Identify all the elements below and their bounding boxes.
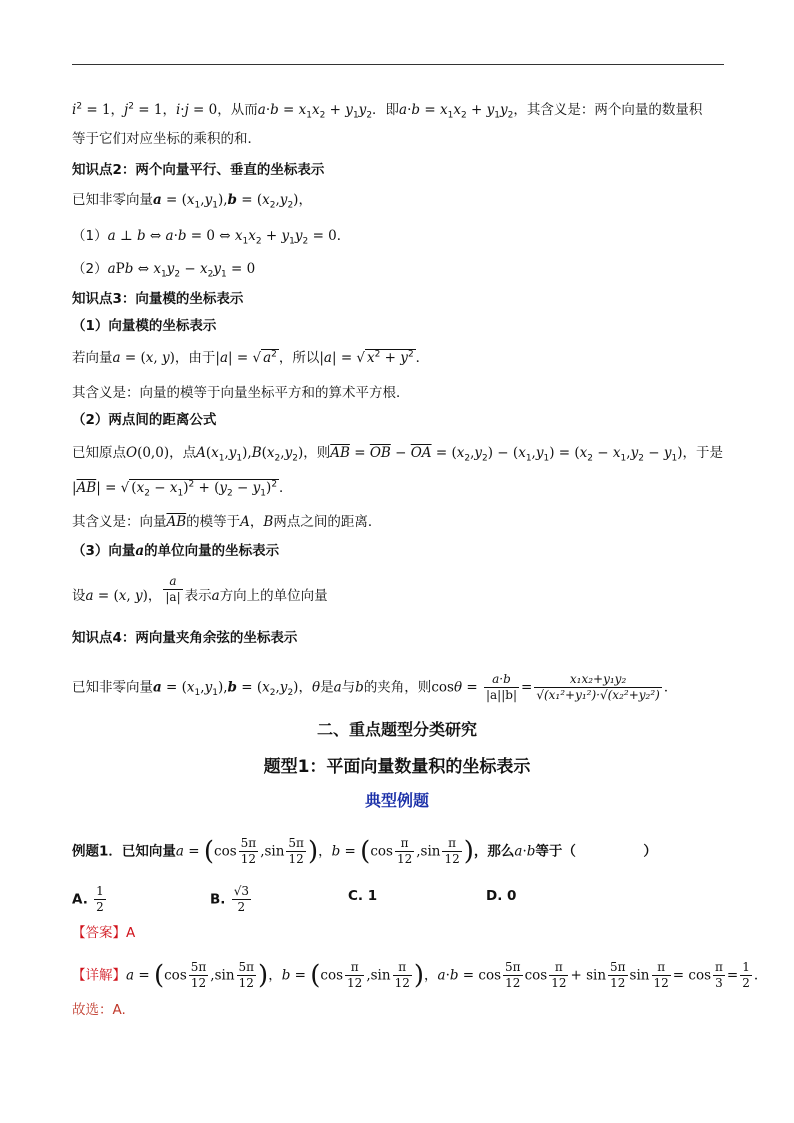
section-title: 二、重点题型分类研究 bbox=[316, 720, 477, 739]
kp2-heading: 知识点2：两个向量平行、垂直的坐标表示 bbox=[72, 162, 325, 178]
option-a[interactable]: A. $\frac{1}{2}$ bbox=[72, 884, 104, 914]
kp3-modulus: 若向量a = (x, y)，由于|a| = √ $a^2$ ，所以|a| = √ $x^2 + y^2$ ． bbox=[72, 349, 430, 366]
unit-frac-den: |a| bbox=[165, 589, 181, 604]
choose-line bbox=[72, 1000, 126, 1020]
kp3-heading: 知识点3：向量模的坐标表示 bbox=[72, 291, 244, 307]
answer-label: 【答案】 bbox=[72, 925, 126, 941]
kp2-item-perpendicular: （1）a ⊥ b ⇔ a·b = 0 ⇔ $x_1x_2 + y_1y_2 = 0$． bbox=[72, 228, 351, 247]
examples-title: 典型例题 bbox=[364, 791, 429, 810]
kp2-given: 已知非零向量$a = (x_1,y_1),b = (x_2,y_2)$， bbox=[72, 192, 312, 211]
detail-label: 【详解】 bbox=[72, 967, 126, 984]
kp4-cosine: 已知非零向量$a = (x_1,y_1),b = (x_2,y_2)$，θ是a与b的夹角，则cosθ = $\frac{a\cdot b}{|a||b|}$ = $\frac{\text{x₁x₂+y₁y₂}}{\text{√(x₁²+y₁²)·√(x₂²+y₂²)}}$ ． bbox=[72, 672, 678, 702]
unit-frac-num: a bbox=[163, 574, 182, 590]
kp3-meaning2: 其含义是：向量$\overline{AB}$的模等于A，B两点之间的距离． bbox=[72, 514, 382, 530]
example1-question: 例题1．已知向量a = (cos $\frac{5\pi}{12}$ ,sin $\frac{5\pi}{12}$ )，b = (cos $\frac{\pi}{12}$ ,sin $\frac{\pi}{12}$ )，那么a·b等于（ ） bbox=[72, 836, 657, 867]
option-b[interactable]: B. $\frac{√3}{2}$ bbox=[210, 884, 249, 914]
choose-label: 故选： bbox=[72, 1002, 113, 1018]
detail-line: 【详解】a = (cos $\frac{5\pi}{12}$ ,sin $\frac{5\pi}{12}$ )，b = (cos $\frac{\pi}{12}$ ,sin $\frac{\pi}{12}$ )，a·b = cos $\frac{5\pi}{12}$ cos $\frac{\pi}{12}$ + sin $\frac{5\pi}{12}$ sin $\frac{\pi}{12}$ = cos $\frac{\pi}{3}$ = $\frac{1}{2}$ . bbox=[72, 960, 759, 991]
cos-frac2-num: x₁x₂+y₁y₂ bbox=[534, 672, 662, 688]
kp3-meaning1: 其含义是：向量的模等于向量坐标平方和的算术平方根． bbox=[72, 385, 410, 401]
type1-title: 题型1：平面向量数量积的坐标表示 bbox=[263, 757, 531, 777]
option-c[interactable]: C. 1 bbox=[348, 888, 378, 904]
kp3-sub3: （3）向量a的单位向量的坐标表示 bbox=[72, 543, 280, 559]
choose-value: A. bbox=[112, 1002, 126, 1018]
kp4-heading: 知识点4：两向量夹角余弦的坐标表示 bbox=[72, 630, 298, 646]
example1-label: 例题1．已知向量 bbox=[72, 843, 176, 860]
header-rule bbox=[72, 64, 724, 65]
text-line-dot-product: $i^2 = 1$，$j^2 = 1$，i·j = 0，从而$a\cdot b = x_1x_2 + y_1y_2$．即$a\cdot b = x_1x_2 + y_1y_2$，其含义是：两个向量的数量积 bbox=[72, 101, 703, 121]
kp3-distance: 已知原点O(0,0)，点$A(x_1,y_1),B(x_2,y_2)$，则$\overline{AB} = \overline{OB} - \overline{OA} = (x_2,y_2) - (x_1,y_1) = (x_2 - x_1,y_2 - y_1)$，于是 bbox=[72, 445, 724, 464]
answer-line bbox=[72, 923, 135, 943]
answer-value: A bbox=[126, 925, 136, 941]
kp3-sub2: （2）两点间的距离公式 bbox=[72, 412, 217, 428]
option-d[interactable]: D. 0 bbox=[486, 888, 517, 904]
cos-frac2-den: √(x₁²+y₁²)·√(x₂²+y₂²) bbox=[536, 688, 660, 702]
cos-frac1-num: a·b bbox=[484, 672, 519, 688]
kp3-distance-formula: $|\overline{AB}|$ = √ $(x_2 - x_1)^2 + (y_2 - y_1)^2$ ． bbox=[72, 479, 293, 499]
cos-frac1-den: |a||b| bbox=[485, 688, 517, 702]
kp3-sub1: （1）向量模的坐标表示 bbox=[72, 318, 217, 334]
kp3-unit-vector: 设a = (x, y)， $\frac{a}{|a|}$ 表示a方向上的单位向量 bbox=[72, 573, 328, 604]
text-line-meaning: 等于它们对应坐标的乘积的和． bbox=[72, 131, 261, 147]
kp2-item-parallel: （2）aPb ⇔ $x_1y_2 - x_2y_1 = 0$ bbox=[72, 261, 256, 280]
